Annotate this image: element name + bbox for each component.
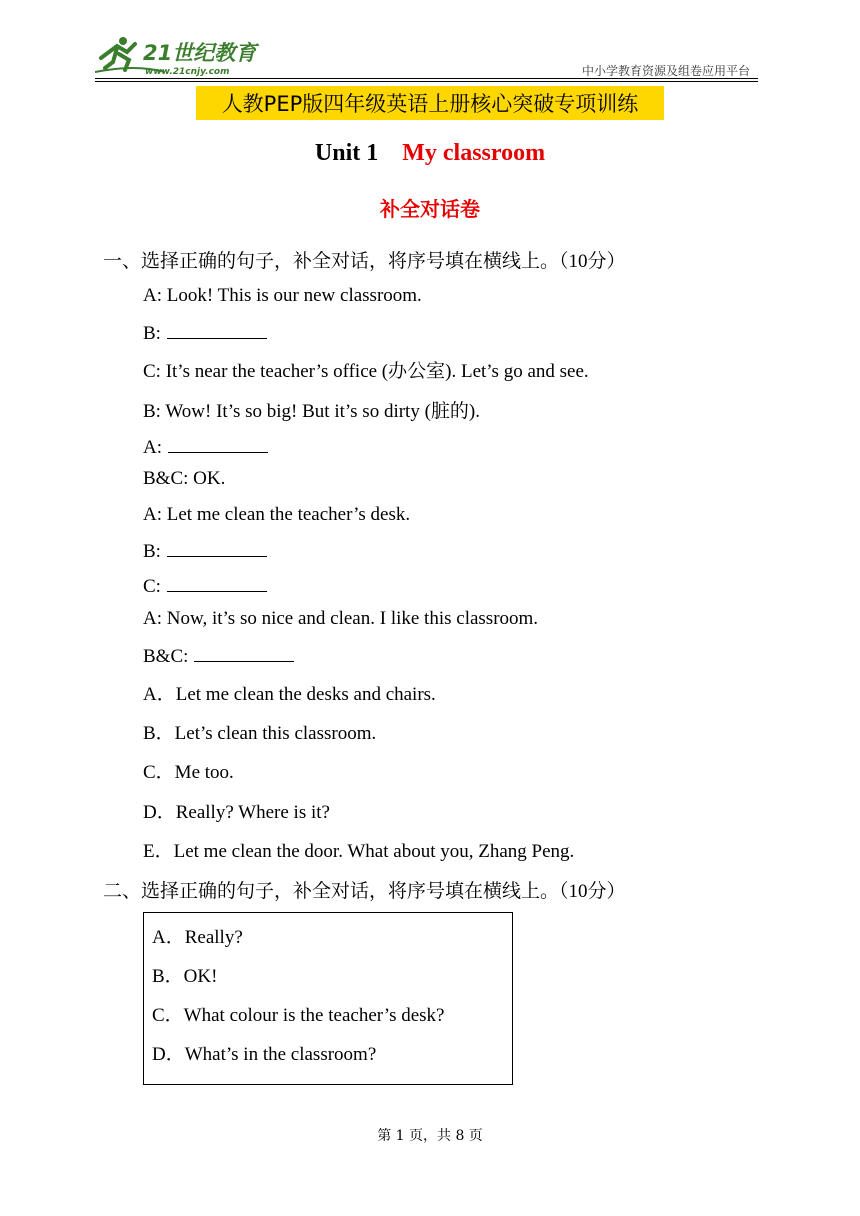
answer-blank[interactable] — [168, 434, 268, 453]
option-item: A．Really? — [152, 927, 243, 948]
dialogue-line: A: Let me clean the teacher’s desk. — [143, 504, 411, 525]
unit-number: Unit 1 — [314, 140, 379, 166]
option-item: D．Really? Where is it? — [143, 802, 330, 823]
dialogue-line: B&C: OK. — [143, 468, 226, 489]
answer-blank[interactable] — [167, 573, 267, 592]
dialogue-line: A: — [143, 434, 268, 459]
series-banner: 人教PEP版四年级英语上册核心突破专项训练 — [196, 86, 664, 120]
section1-heading: 一、选择正确的句子，补全对话，将序号填在横线上。（10分） — [103, 251, 626, 272]
dialogue-line: C: — [143, 573, 267, 598]
option-item: B．Let’s clean this classroom. — [143, 723, 377, 744]
platform-label: 中小学教育资源及组卷应用平台 — [581, 64, 750, 78]
unit-topic: My classroom — [402, 140, 546, 166]
answer-blank[interactable] — [194, 643, 294, 662]
dialogue-line: B: — [143, 320, 267, 345]
page-footer: 第 1 页，共 8 页 — [377, 1128, 483, 1144]
section2-heading: 二、选择正确的句子，补全对话，将序号填在横线上。（10分） — [103, 881, 626, 902]
logo-text: 21世纪教育 — [143, 41, 257, 65]
dialogue-line: C: It’s near the teacher’s office (办公室). Let’s go and see. — [143, 361, 589, 382]
dialogue-line: A: Look! This is our new classroom. — [143, 285, 422, 306]
logo-21cnjy — [95, 32, 260, 78]
option-item: A．Let me clean the desks and chairs. — [143, 684, 436, 705]
answer-blank[interactable] — [167, 320, 267, 339]
logo-url: www.21cnjy.com — [145, 67, 230, 77]
answer-blank[interactable] — [167, 538, 267, 557]
header-divider-thin — [95, 81, 758, 82]
dialogue-line: B&C: — [143, 643, 294, 668]
paper-subtitle: 补全对话卷 — [380, 197, 480, 221]
dialogue-line: B: — [143, 538, 267, 563]
dialogue-line: B: Wow! It’s so big! But it’s so dirty (脏的). — [143, 401, 480, 422]
option-item: B．OK! — [152, 966, 218, 987]
unit-title — [0, 140, 860, 167]
option-item: C．Me too. — [143, 762, 234, 783]
option-item: E．Let me clean the door. What about you, Zhang Peng. — [143, 841, 575, 862]
header-divider — [95, 78, 758, 79]
dialogue-line: A: Now, it’s so nice and clean. I like this classroom. — [143, 608, 539, 629]
option-item: D．What’s in the classroom? — [152, 1044, 377, 1065]
option-item: C．What colour is the teacher’s desk? — [152, 1005, 445, 1026]
